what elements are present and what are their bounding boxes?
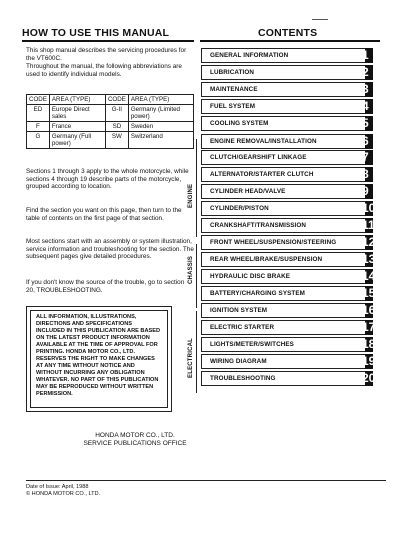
table-header-row [27,95,194,105]
contents-item-label: IGNITION SYSTEM [210,307,268,314]
contents-title: CONTENTS [258,27,318,39]
section-number: 5 [362,116,369,130]
contents-item-label: MAINTENANCE [210,86,258,93]
contents-item[interactable] [201,65,373,80]
table-header-cell: AREA (TYPE) [128,95,193,105]
section-number: 11 [362,218,375,232]
contents-item-label: ELECTRIC STARTER [210,324,275,331]
electrical-group-bracket [196,311,197,393]
contents-item-label: CYLINDER HEAD/VALVE [210,188,286,195]
contents-item[interactable] [201,184,373,199]
contents-item[interactable] [201,99,373,114]
contents-item[interactable] [201,303,376,318]
table-cell: Germany (Full power) [49,132,105,149]
contents-item[interactable] [201,82,373,97]
contents-item-label: REAR WHEEL/BRAKE/SUSPENSION [210,256,323,263]
title-rule-left [22,40,194,42]
top-rule [312,19,328,20]
section-number: 10 [362,201,376,215]
contents-item-label: ENGINE REMOVAL/INSTALLATION [210,138,317,145]
contents-item[interactable] [201,320,376,335]
engine-group-bracket [196,139,197,237]
table-header-cell: CODE [27,95,50,105]
table-header-cell: CODE [105,95,128,105]
table-cell: France [49,122,105,132]
contents-item[interactable] [201,235,376,250]
contents-item-label: COOLING SYSTEM [210,120,269,127]
contents-item-label: CRANKSHAFT/TRANSMISSION [210,222,307,229]
section-number: 7 [362,150,369,164]
contents-item[interactable] [201,337,376,352]
body-paragraph-structure: Most sections start with an assembly or system illustration, service information and troubleshooting for the section. The subsequent pages give detailed procedures. [26,238,194,261]
engine-group-label: ENGINE [188,183,194,208]
publisher-office: SERVICE PUBLICATIONS OFFICE [83,440,187,447]
contents-item[interactable] [201,167,373,182]
contents-item[interactable] [201,218,373,233]
title-rule-right [200,40,380,42]
chassis-group-label: CHASSIS [188,255,194,284]
section-number: 20 [362,371,376,385]
table-cell: F [27,122,50,132]
table-cell: G-II [105,105,128,122]
section-number: 13 [362,252,376,266]
electrical-group-label: ELECTRICAL [188,338,194,378]
contents-item[interactable] [201,150,373,165]
table-cell: ED [27,105,50,122]
section-number: 1 [362,48,369,62]
section-number: 9 [362,184,369,198]
page-title: HOW TO USE THIS MANUAL [22,27,170,39]
legal-notice-box [26,306,172,412]
section-number: 19 [362,354,376,368]
contents-item[interactable] [201,269,376,284]
contents-item[interactable] [201,134,373,149]
contents-item-label: ALTERNATOR/STARTER CLUTCH [210,171,314,178]
body-paragraph-sections: Sections 1 through 3 apply to the whole motorcycle, while sections 4 through 19 describe parts of the motorcycle, grouped according to location. [26,168,189,191]
publisher-name: HONDA MOTOR CO., LTD. [95,432,175,439]
table-cell: SD [105,122,128,132]
contents-item-label: FRONT WHEEL/SUSPENSION/STEERING [210,239,337,246]
table-cell: Germany (Limited power) [128,105,193,122]
table-row [27,105,194,122]
copyright: © HONDA MOTOR CO., LTD. [26,491,101,497]
contents-item-label: FUEL SYSTEM [210,103,256,110]
table-cell: Sweden [128,122,193,132]
table-header-cell: AREA (TYPE) [49,95,105,105]
table-cell: G [27,132,50,149]
body-paragraph-troubleshooting: If you don't know the source of the trouble, go to section 20, TROUBLESHOOTING. [26,279,185,294]
area-code-table [26,94,194,149]
section-number: 15 [362,286,376,300]
section-number: 18 [362,337,376,351]
footer [26,484,100,498]
legal-notice-text: ALL INFORMATION, ILLUSTRATIONS, DIRECTIONS AND SPECIFICATIONS INCLUDED IN THIS PUBLICATION ARE BASED ON THE LATEST PRODUCT INFORMATION AVAILABLE AT THE TIME OF APPROVAL FOR PRINTING. HONDA MOTOR CO., LTD. RESERVES THE RIGHT TO MAKE CHANGES AT ANY TIME WITHOUT NOTICE AND WITHOUT INCURRING ANY OBLIGATION WHATEVER. NO PART OF THIS PUBLICATION MAY BE REPRODUCED WITHOUT WRITTEN PERMISSION. [30,310,168,408]
intro-paragraph-1: This shop manual describes the servicing procedures for the VT600C. [26,47,187,62]
intro-paragraph-2: Throughout the manual, the following abbreviations are used to identify individual models. [26,63,182,78]
table-row [27,132,194,149]
contents-item[interactable] [201,286,376,301]
contents-item-label: LUBRICATION [210,69,255,76]
section-number: 17 [362,320,376,334]
issue-date: Date of Issue: April, 1988 [26,484,89,490]
section-number: 8 [362,167,369,181]
contents-item[interactable] [201,371,376,386]
section-number: 2 [362,65,369,79]
footer-rule [26,480,386,481]
table-cell: SW [105,132,128,149]
table-row [27,122,194,132]
contents-item-label: HYDRAULIC DISC BRAKE [210,273,291,280]
contents-item-label: CLUTCH/GEARSHIFT LINKAGE [210,154,307,161]
contents-item-label: WIRING DIAGRAM [210,358,267,365]
chassis-group-bracket [196,244,197,308]
contents-item[interactable] [201,116,373,131]
body-paragraph-find: Find the section you want on this page, then turn to the table of contents on the first page of that section. [26,207,182,222]
contents-item[interactable] [201,252,376,267]
contents-item-label: CYLINDER/PISTON [210,205,269,212]
section-number: 4 [362,99,369,113]
contents-item-label: BATTERY/CHARGING SYSTEM [210,290,306,297]
contents-item-label: GENERAL INFORMATION [210,52,289,59]
section-number: 16 [362,303,376,317]
publisher-block [60,432,210,448]
contents-item-label: TROUBLESHOOTING [210,375,276,382]
section-number: 14 [362,269,376,283]
table-cell: Switzerland [128,132,193,149]
section-number: 12 [362,235,376,249]
table-cell: Europe Direct sales [49,105,105,122]
section-number: 3 [362,82,369,96]
contents-item[interactable] [201,48,373,63]
section-number: 6 [362,134,369,148]
contents-item[interactable] [201,201,376,216]
contents-item[interactable] [201,354,376,369]
contents-item-label: LIGHTS/METER/SWITCHES [210,341,294,348]
